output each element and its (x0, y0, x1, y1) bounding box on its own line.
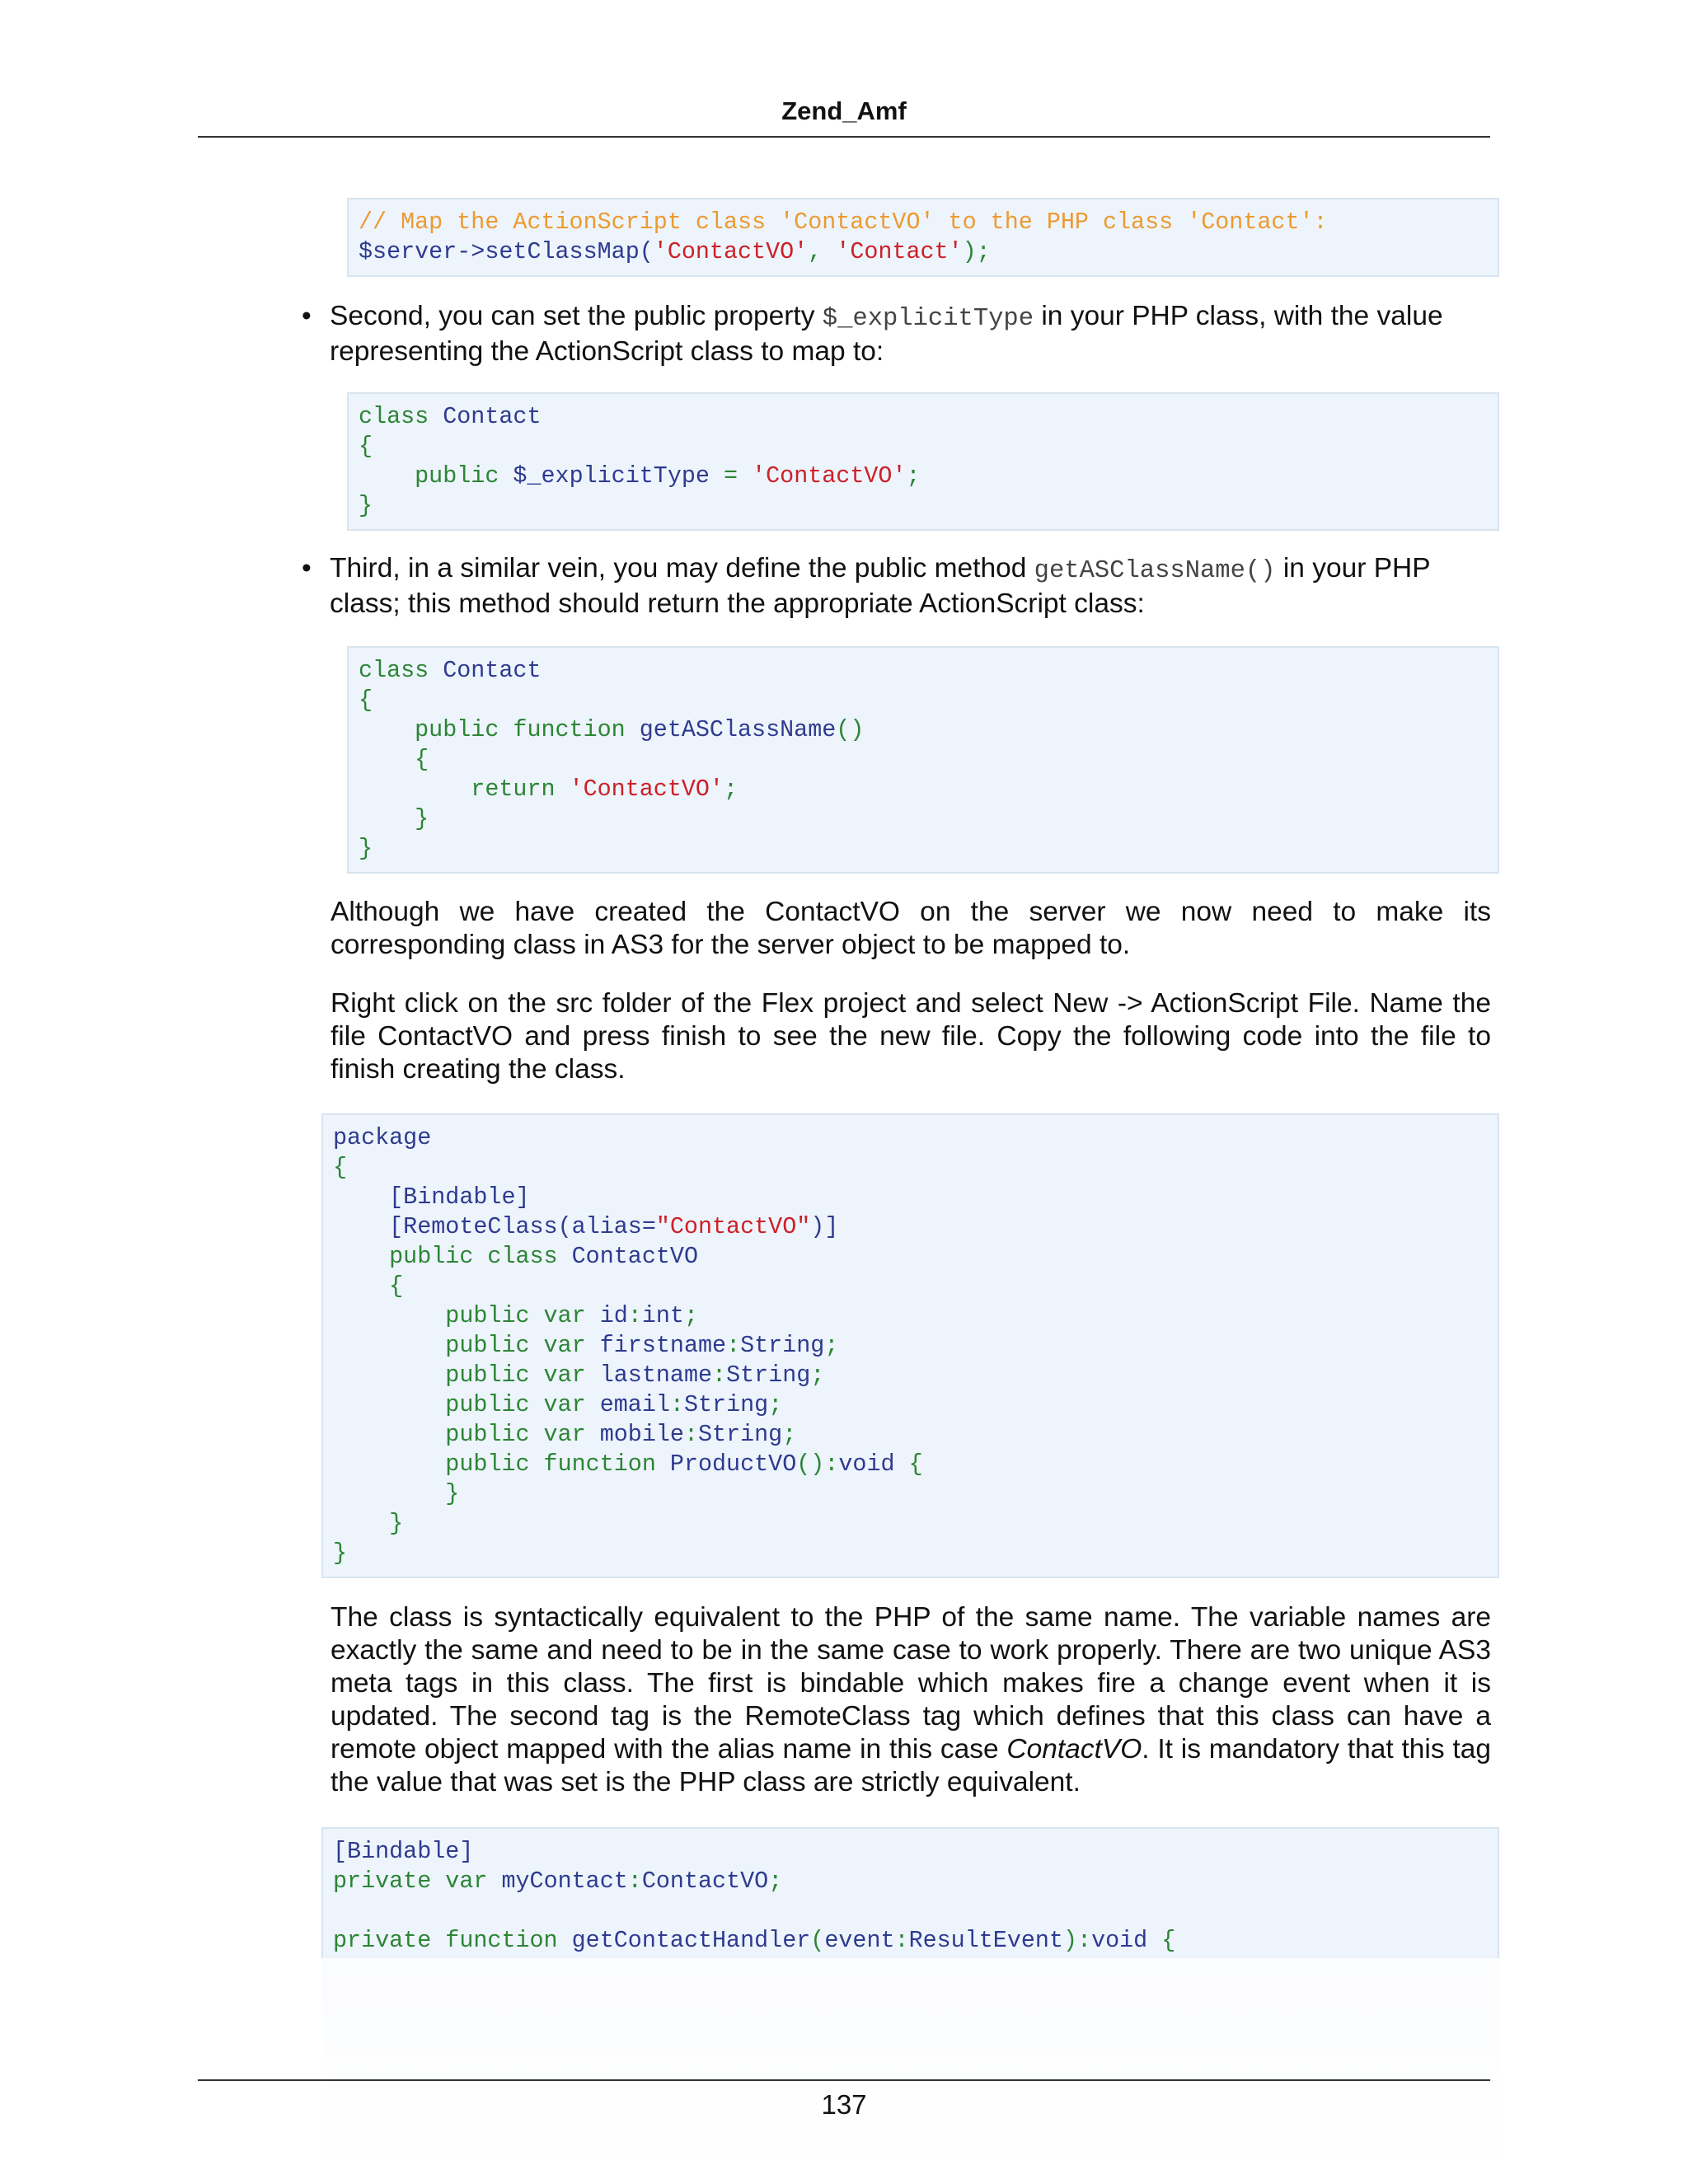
bullet-explicit-type: • Second, you can set the public property $_explicitType in your PHP class, with the value representing the ActionScript class to map to: (302, 301, 1443, 367)
bullet-marker: • (302, 301, 312, 331)
header-rule (198, 136, 1490, 138)
code-block-contactvo-as3: package { [Bindable] [RemoteClass(alias="ContactVO")] public class ContactVO { public var id:int; public var firstname:String; public var lastname:String; public var email:String; public var mobile:String; public function ProductVO():void { } } } (321, 1113, 1499, 1578)
paragraph-contactvo-as3: Although we have created the ContactVO on the server we now need to make its corresponding class in AS3 for the server object to be mapped to. (331, 897, 1491, 960)
emphasis-contactvo: ContactVO (1006, 1734, 1142, 1765)
page-break-fade (321, 1958, 1500, 2184)
page-number: 137 (821, 2089, 867, 2120)
paragraph-class-explanation: The class is syntactically equivalent to the PHP of the same name. The variable names are exactly the same and need to be in the same case to work properly. There are two unique AS3 meta tags in this class. The first is bindable which makes fire a change event when it is updated. The second tag is the RemoteClass tag which defines that this class can have a remote object mapped with the alias name in this case ContactVO. It is mandatory that this tag the value that was set is the PHP class are strictly equivalent. (331, 1602, 1491, 1797)
code-block-get-as-class-name: class Contact { public function getASClassName() { return 'ContactVO'; } } (347, 646, 1499, 874)
bullet-marker: • (302, 553, 312, 583)
code-block-explicit-type: class Contact { public $_explicitType = 'ContactVO'; } (347, 392, 1499, 531)
bullet-get-as-class-name: • Third, in a similar vein, you may define the public method getASClassName() in your PHP class; this method should return the appropriate ActionScript class: (302, 553, 1430, 619)
paragraph-create-actionscript-file: Right click on the src folder of the Flex project and select New -> ActionScript File. Name the file ContactVO and press finish to see the new file. Copy the following code into the file to finish creating the class. (331, 988, 1491, 1085)
page-header: Zend_Amf (781, 96, 907, 125)
code-comment: // Map the ActionScript class 'ContactVO' to the PHP class 'Contact': (359, 209, 1328, 236)
footer-rule (198, 2079, 1490, 2081)
code-block-my-contact: [Bindable] private var myContact:ContactVO; private function getContactHandler(event:ResultEvent):void { (321, 1827, 1499, 1959)
code-block-set-class-map: // Map the ActionScript class 'ContactVO' to the PHP class 'Contact': $server->setClassMap('ContactVO', 'Contact'); (347, 198, 1499, 277)
